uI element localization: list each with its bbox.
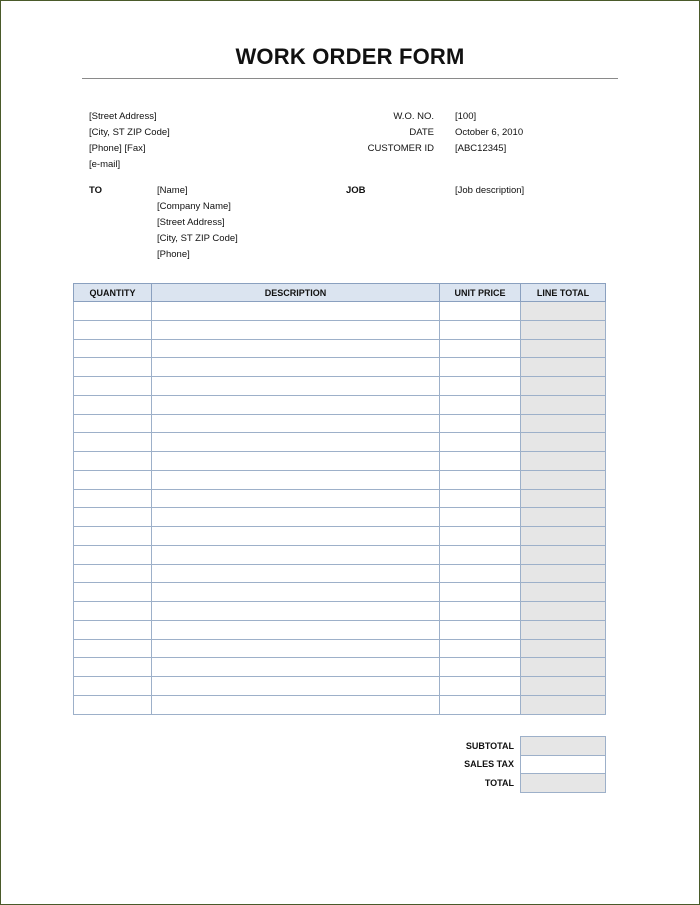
line-total-cell — [521, 433, 606, 452]
recipient-phone[interactable]: [Phone] — [157, 249, 190, 260]
table-row — [74, 695, 606, 714]
description-cell[interactable] — [152, 508, 440, 527]
unit-price-cell[interactable] — [440, 302, 521, 321]
table-row — [74, 564, 606, 583]
unit-price-cell[interactable] — [440, 358, 521, 377]
line-total-cell — [521, 470, 606, 489]
sales-tax-label: SALES TAX — [464, 759, 514, 770]
description-cell[interactable] — [152, 377, 440, 396]
unit-price-header: UNIT PRICE — [440, 284, 521, 302]
description-cell[interactable] — [152, 339, 440, 358]
quantity-cell[interactable] — [74, 620, 152, 639]
description-cell[interactable] — [152, 583, 440, 602]
unit-price-cell[interactable] — [440, 320, 521, 339]
table-row — [74, 583, 606, 602]
line-total-cell — [521, 658, 606, 677]
quantity-cell[interactable] — [74, 470, 152, 489]
sales-tax-row — [420, 755, 606, 774]
subtotal-label: SUBTOTAL — [465, 740, 514, 751]
line-total-cell — [521, 452, 606, 471]
description-cell[interactable] — [152, 658, 440, 677]
table-row — [74, 395, 606, 414]
unit-price-cell[interactable] — [440, 377, 521, 396]
quantity-cell[interactable] — [74, 320, 152, 339]
line-total-header: LINE TOTAL — [521, 284, 606, 302]
description-cell[interactable] — [152, 358, 440, 377]
unit-price-cell[interactable] — [440, 620, 521, 639]
to-label: TO — [89, 185, 103, 196]
quantity-cell[interactable] — [74, 545, 152, 564]
table-row — [74, 433, 606, 452]
quantity-cell[interactable] — [74, 583, 152, 602]
order-meta-values — [455, 109, 523, 157]
quantity-cell[interactable] — [74, 452, 152, 471]
sender-street: [Street Address] — [89, 111, 157, 122]
unit-price-cell[interactable] — [440, 695, 521, 714]
order-meta-labels — [330, 109, 434, 157]
total-label: TOTAL — [484, 777, 514, 788]
table-row — [74, 677, 606, 696]
description-header: DESCRIPTION — [152, 284, 440, 302]
recipient-company[interactable]: [Company Name] — [157, 201, 231, 212]
subtotal-value-cell — [521, 737, 606, 756]
description-cell[interactable] — [152, 414, 440, 433]
line-total-cell — [521, 583, 606, 602]
table-row — [74, 639, 606, 658]
customer-id-value[interactable]: [ABC12345] — [455, 143, 507, 154]
recipient-city[interactable]: [City, ST ZIP Code] — [157, 233, 238, 244]
table-row — [74, 414, 606, 433]
quantity-cell[interactable] — [74, 302, 152, 321]
unit-price-cell[interactable] — [440, 564, 521, 583]
unit-price-cell[interactable] — [440, 639, 521, 658]
quantity-cell[interactable] — [74, 564, 152, 583]
line-total-cell — [521, 620, 606, 639]
description-cell[interactable] — [152, 433, 440, 452]
line-items-table — [73, 283, 606, 715]
quantity-cell[interactable] — [74, 358, 152, 377]
description-cell[interactable] — [152, 602, 440, 621]
quantity-cell[interactable] — [74, 395, 152, 414]
date-label: DATE — [409, 127, 434, 138]
unit-price-cell[interactable] — [440, 395, 521, 414]
line-total-cell — [521, 414, 606, 433]
unit-price-cell[interactable] — [440, 677, 521, 696]
table-row — [74, 527, 606, 546]
quantity-header: QUANTITY — [74, 284, 152, 302]
sender-address-block — [89, 109, 170, 173]
table-row — [74, 489, 606, 508]
unit-price-cell[interactable] — [440, 602, 521, 621]
job-description[interactable]: [Job description] — [455, 185, 525, 196]
total-value-cell — [521, 774, 606, 793]
quantity-cell[interactable] — [74, 639, 152, 658]
quantity-cell[interactable] — [74, 658, 152, 677]
line-total-cell — [521, 639, 606, 658]
quantity-cell[interactable] — [74, 527, 152, 546]
description-cell[interactable] — [152, 620, 440, 639]
line-total-cell — [521, 358, 606, 377]
quantity-cell[interactable] — [74, 414, 152, 433]
unit-price-cell[interactable] — [440, 658, 521, 677]
table-row — [74, 658, 606, 677]
wo-number-label: W.O. NO. — [393, 111, 434, 122]
totals-block — [420, 736, 606, 793]
unit-price-cell[interactable] — [440, 527, 521, 546]
recipient-name[interactable]: [Name] — [157, 185, 188, 196]
customer-id-label: CUSTOMER ID — [367, 143, 434, 154]
unit-price-cell[interactable] — [440, 470, 521, 489]
sender-phone-fax: [Phone] [Fax] — [89, 143, 146, 154]
line-total-cell — [521, 527, 606, 546]
page-title: WORK ORDER FORM — [235, 44, 465, 69]
line-total-cell — [521, 564, 606, 583]
unit-price-cell[interactable] — [440, 414, 521, 433]
line-items-body — [74, 302, 606, 715]
line-total-cell — [521, 339, 606, 358]
description-cell[interactable] — [152, 639, 440, 658]
description-cell[interactable] — [152, 320, 440, 339]
line-total-cell — [521, 545, 606, 564]
description-cell[interactable] — [152, 564, 440, 583]
sales-tax-value-cell[interactable] — [521, 755, 606, 774]
wo-number-value[interactable]: [100] — [455, 111, 477, 122]
unit-price-cell[interactable] — [440, 339, 521, 358]
quantity-cell[interactable] — [74, 677, 152, 696]
line-total-cell — [521, 320, 606, 339]
unit-price-cell[interactable] — [440, 489, 521, 508]
table-row — [74, 358, 606, 377]
recipient-address-block — [157, 183, 238, 263]
description-cell[interactable] — [152, 545, 440, 564]
line-total-cell — [521, 677, 606, 696]
title-divider — [82, 78, 618, 79]
description-cell[interactable] — [152, 395, 440, 414]
quantity-cell[interactable] — [74, 489, 152, 508]
line-total-cell — [521, 489, 606, 508]
unit-price-cell[interactable] — [440, 452, 521, 471]
line-total-cell — [521, 377, 606, 396]
line-total-cell — [521, 602, 606, 621]
table-row — [74, 508, 606, 527]
description-cell[interactable] — [152, 677, 440, 696]
description-cell[interactable] — [152, 470, 440, 489]
total-row — [420, 774, 606, 793]
unit-price-cell[interactable] — [440, 433, 521, 452]
quantity-cell[interactable] — [74, 433, 152, 452]
description-cell[interactable] — [152, 695, 440, 714]
unit-price-cell[interactable] — [440, 583, 521, 602]
unit-price-cell[interactable] — [440, 545, 521, 564]
table-row — [74, 470, 606, 489]
table-row — [74, 339, 606, 358]
table-row — [74, 602, 606, 621]
table-row — [74, 452, 606, 471]
line-total-cell — [521, 302, 606, 321]
date-value[interactable]: October 6, 2010 — [455, 127, 524, 138]
table-row — [74, 302, 606, 321]
description-cell[interactable] — [152, 489, 440, 508]
description-cell[interactable] — [152, 452, 440, 471]
quantity-cell[interactable] — [74, 339, 152, 358]
sender-email: [e-mail] — [89, 159, 121, 170]
quantity-cell[interactable] — [74, 602, 152, 621]
table-row — [74, 545, 606, 564]
table-row — [74, 320, 606, 339]
line-total-cell — [521, 508, 606, 527]
line-total-cell — [521, 395, 606, 414]
quantity-cell[interactable] — [74, 377, 152, 396]
subtotal-row — [420, 737, 606, 756]
description-cell[interactable] — [152, 302, 440, 321]
quantity-cell[interactable] — [74, 695, 152, 714]
job-label: JOB — [346, 185, 366, 196]
table-row — [74, 620, 606, 639]
table-header-row — [74, 284, 606, 302]
quantity-cell[interactable] — [74, 508, 152, 527]
recipient-street[interactable]: [Street Address] — [157, 217, 225, 228]
line-total-cell — [521, 695, 606, 714]
table-row — [74, 377, 606, 396]
unit-price-cell[interactable] — [440, 508, 521, 527]
sender-city: [City, ST ZIP Code] — [89, 127, 170, 138]
description-cell[interactable] — [152, 527, 440, 546]
